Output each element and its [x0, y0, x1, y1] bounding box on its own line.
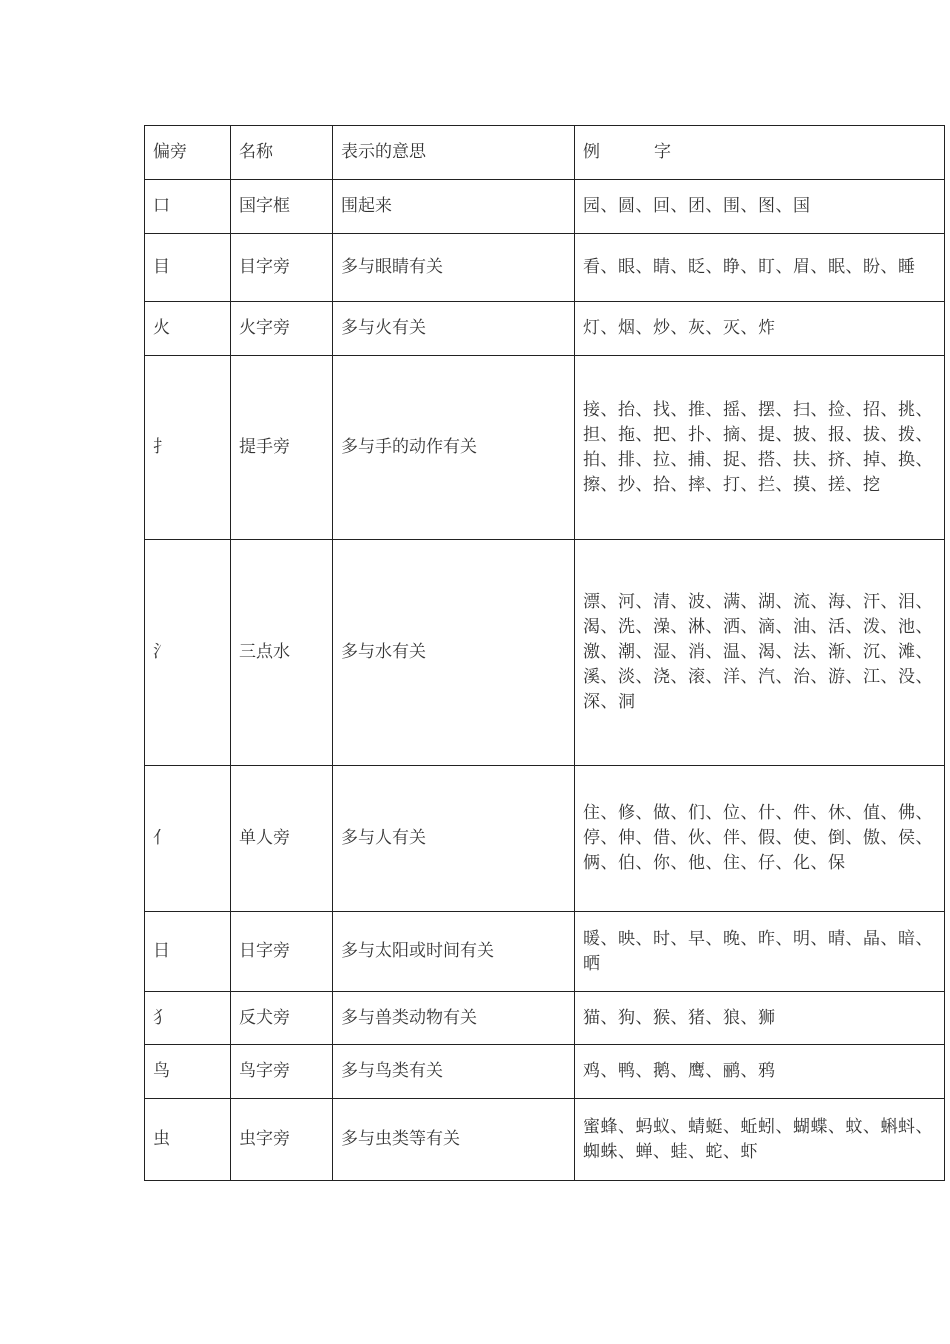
table-row — [145, 992, 945, 1045]
radical-cell: 鸟 — [145, 1045, 231, 1099]
examples-cell: 住、修、做、们、位、什、件、休、值、佛、停、伸、借、伙、伴、假、使、倒、傲、侯、俩、伯、你、他、住、仔、化、保 — [575, 766, 945, 912]
meaning-cell: 多与火有关 — [333, 302, 575, 356]
table-row — [145, 540, 945, 766]
examples-cell: 鸡、鸭、鹅、鹰、鹂、鸦 — [575, 1045, 945, 1099]
meaning-cell: 多与眼睛有关 — [333, 234, 575, 302]
table-row — [145, 766, 945, 912]
name-cell: 鸟字旁 — [231, 1045, 333, 1099]
examples-cell: 接、抬、找、推、摇、摆、扫、捡、招、挑、担、拖、把、扑、摘、提、披、报、拔、拨、拍、排、拉、捕、捉、搭、扶、挤、掉、换、擦、抄、拾、摔、打、拦、摸、搓、挖 — [575, 356, 945, 540]
header-meaning: 表示的意思 — [333, 126, 575, 180]
meaning-cell: 多与手的动作有关 — [333, 356, 575, 540]
name-cell: 国字框 — [231, 180, 333, 234]
examples-cell: 猫、狗、猴、猪、狼、狮 — [575, 992, 945, 1045]
radical-cell: 扌 — [145, 356, 231, 540]
header-radical: 偏旁 — [145, 126, 231, 180]
radical-cell: 亻 — [145, 766, 231, 912]
radical-cell: 目 — [145, 234, 231, 302]
header-examples: 例 字 — [575, 126, 945, 180]
meaning-cell: 多与水有关 — [333, 540, 575, 766]
radical-cell: 口 — [145, 180, 231, 234]
table-row — [145, 356, 945, 540]
name-cell: 日字旁 — [231, 912, 333, 992]
examples-cell: 漂、河、清、波、满、湖、流、海、汗、泪、渴、洗、澡、淋、洒、滴、油、活、泼、池、激、潮、湿、消、温、渴、法、渐、沉、滩、溪、淡、浇、滚、洋、汽、治、游、江、没、深、洞 — [575, 540, 945, 766]
name-cell: 火字旁 — [231, 302, 333, 356]
name-cell: 目字旁 — [231, 234, 333, 302]
examples-cell: 看、眼、睛、眨、睁、盯、眉、眠、盼、睡 — [575, 234, 945, 302]
radical-cell: 日 — [145, 912, 231, 992]
meaning-cell: 多与兽类动物有关 — [333, 992, 575, 1045]
name-cell: 虫字旁 — [231, 1099, 333, 1181]
examples-cell: 蜜蜂、蚂蚁、蜻蜓、蚯蚓、蝴蝶、蚊、蝌蚪、蜘蛛、蝉、蛙、蛇、虾 — [575, 1099, 945, 1181]
meaning-cell: 围起来 — [333, 180, 575, 234]
radical-cell: 火 — [145, 302, 231, 356]
name-cell: 反犬旁 — [231, 992, 333, 1045]
meaning-cell: 多与虫类等有关 — [333, 1099, 575, 1181]
name-cell: 单人旁 — [231, 766, 333, 912]
radical-cell: 氵 — [145, 540, 231, 766]
radical-cell: 虫 — [145, 1099, 231, 1181]
table-row — [145, 912, 945, 992]
table-row — [145, 180, 945, 234]
radical-table — [144, 125, 945, 1181]
header-row — [145, 126, 945, 180]
table-row — [145, 302, 945, 356]
meaning-cell: 多与太阳或时间有关 — [333, 912, 575, 992]
table-row — [145, 1099, 945, 1181]
examples-cell: 暖、映、时、早、晚、昨、明、晴、晶、暗、晒 — [575, 912, 945, 992]
meaning-cell: 多与人有关 — [333, 766, 575, 912]
table-row — [145, 234, 945, 302]
table-row — [145, 1045, 945, 1099]
examples-cell: 园、圆、回、团、围、图、国 — [575, 180, 945, 234]
examples-cell: 灯、烟、炒、灰、灭、炸 — [575, 302, 945, 356]
header-name: 名称 — [231, 126, 333, 180]
radical-cell: 犭 — [145, 992, 231, 1045]
name-cell: 三点水 — [231, 540, 333, 766]
name-cell: 提手旁 — [231, 356, 333, 540]
meaning-cell: 多与鸟类有关 — [333, 1045, 575, 1099]
